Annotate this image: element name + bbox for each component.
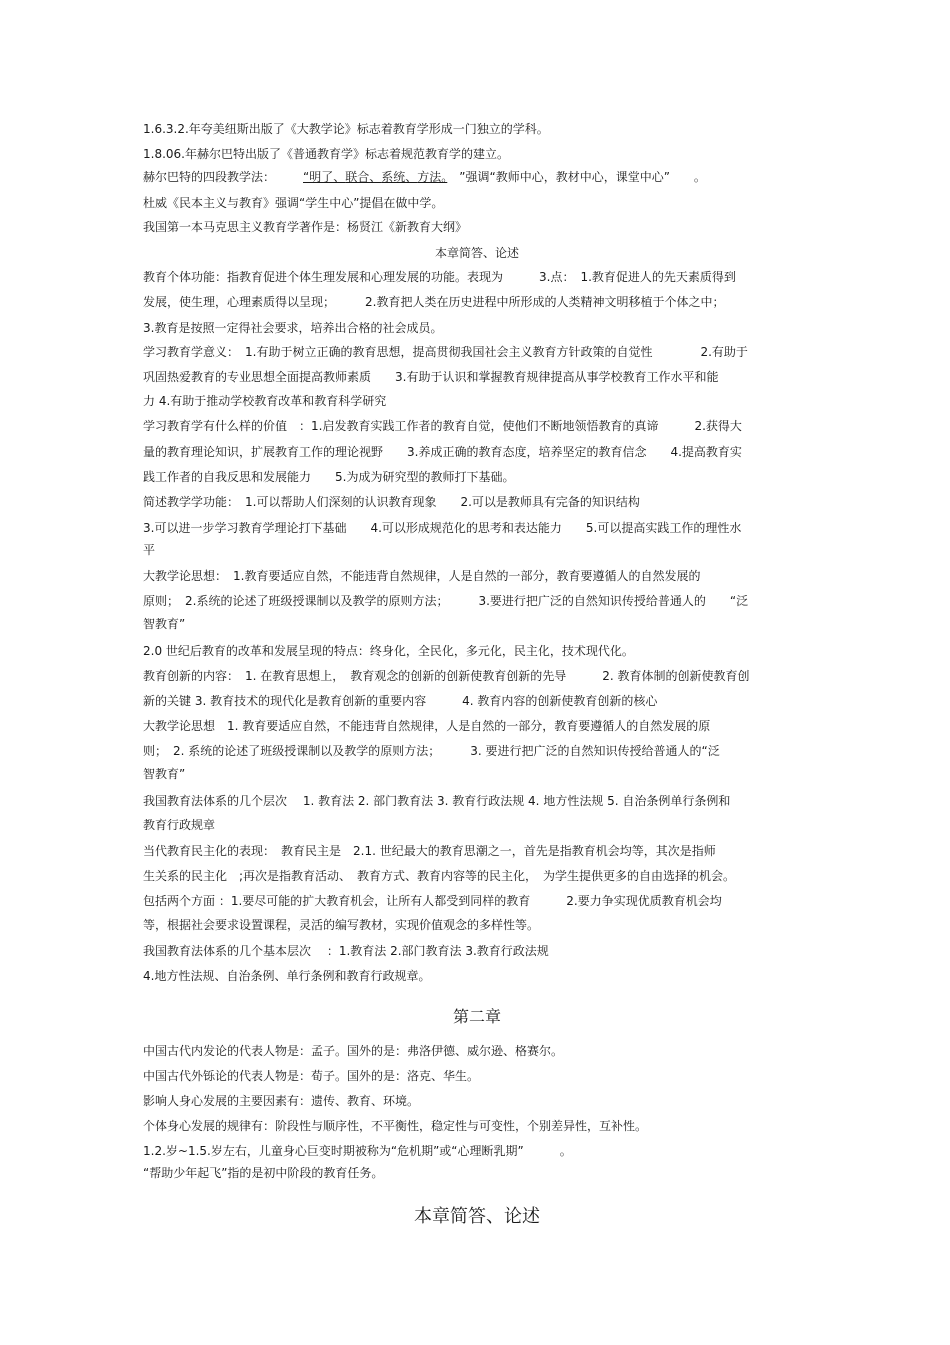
- text-line: 杜威《民本主义与教育》强调“学生中心”提倡在做中学。: [143, 196, 444, 210]
- text-line: 个体身心发展的规律有：阶段性与顺序性，不平衡性，稳定性与可变性，个别差异性，互补性。: [143, 1119, 648, 1133]
- section-heading: 本章简答、论述: [434, 246, 519, 260]
- text-line: 1.2.岁~1.5.岁左右，儿童身心巨变时期被称为“危机期”或“心理断乳期” 。: [143, 1144, 572, 1158]
- text-line: 影响人身心发展的主要因素有：遗传、教育、环境。: [143, 1094, 420, 1108]
- text-line: 原则； 2.系统的论述了班级授课制以及教学的原则方法； 3.要进行把广泛的自然知识传授给普通人的 “泛: [143, 594, 749, 608]
- herbart-step: 方法。: [417, 170, 448, 184]
- text-line: 当代教育民主化的表现： 教育民主是 2.1. 世纪最大的教育思潮之一，首先是指教育机会均等，其次是指师: [143, 844, 716, 858]
- text-line: 教育创新的内容： 1. 在教育思想上， 教育观念的创新的创新使教育创新的先导 2. 教育体制的创新使教育创: [143, 669, 750, 683]
- text-line: 量的教育理论知识，扩展教育工作的理论视野 3.养成正确的教育态度，培养坚定的教育信念 4.提高教育实: [143, 445, 742, 459]
- text-line: 大教学论思想 1. 教育要适应自然，不能违背自然规律，人是自然的一部分，教育要遵循人的自然发展的原: [143, 719, 711, 733]
- text-line: 2.0 世纪后教育的改革和发展呈现的特点：终身化，全民化，多元化，民主化，技术现代化。: [143, 644, 634, 658]
- herbart-suffix: ”强调“教师中心，教材中心，课堂中心” 。: [447, 170, 706, 184]
- text-line: 中国古代外铄论的代表人物是：荀子。国外的是：洛克、华生。: [143, 1069, 480, 1083]
- herbart-step: 系统、: [381, 170, 418, 184]
- text-line: 1.6.3.2.年夸美纽斯出版了《大教学论》标志着教育学形成一门独立的学科。: [143, 122, 549, 136]
- text-line: 3.教育是按照一定得社会要求，培养出合格的社会成员。: [143, 321, 443, 335]
- text-line: 生关系的民主化 ;再次是指教育活动、 教育方式、教育内容等的民主化， 为学生提供更多的自由选择的机会。: [143, 869, 736, 883]
- text-line: 我国教育法体系的几个层次 1. 教育法 2. 部门教育法 3. 教育行政法规 4. 地方性法规 5. 自治条例单行条例和: [143, 794, 731, 808]
- text-line: 3.可以进一步学习教育学理论打下基础 4.可以形成规范化的思考和表达能力 5.可以提高实践工作的理性水: [143, 521, 742, 535]
- text-line: 简述教学学功能： 1.可以帮助人们深刻的认识教育现象 2.可以是教师具有完备的知识结构: [143, 495, 640, 509]
- text-line: 智教育”: [143, 767, 186, 781]
- text-line: 平: [143, 543, 156, 557]
- herbart-step: 联合、: [345, 170, 382, 184]
- herbart-prefix: 赫尔巴特的四段教学法：: [143, 170, 276, 184]
- text-line: 力 4.有助于推动学校教育改革和教育科学研究: [143, 394, 387, 408]
- text-line: 学习教育学有什么样的价值 ：1.启发教育实践工作者的教育自觉，使他们不断地领悟教育的真谛 2.获得大: [143, 419, 742, 433]
- herbart-line: [143, 169, 811, 185]
- section-heading: 本章简答、论述: [414, 1206, 540, 1227]
- text-line: 1.8.06.年赫尔巴特出版了《普通教育学》标志着规范教育学的建立。: [143, 147, 509, 161]
- text-line: 教育个体功能：指教育促进个体生理发展和心理发展的功能。表现为 3.点： 1.教育促进人的先天素质得到: [143, 270, 736, 284]
- text-line: “帮助少年起飞”指的是初中阶段的教育任务。: [143, 1166, 384, 1180]
- text-line: 大教学论思想： 1.教育要适应自然，不能违背自然规律，人是自然的一部分，教育要遵循人的自然发展的: [143, 569, 701, 583]
- text-line: 中国古代内发论的代表人物是：孟子。国外的是：弗洛伊德、威尔逊、格赛尔。: [143, 1044, 564, 1058]
- text-line: 发展，使生理，心理素质得以呈现； 2.教育把人类在历史进程中所形成的人类精神文明移植于个体之中；: [143, 295, 725, 309]
- text-line: 则； 2. 系统的论述了班级授课制以及教学的原则方法； 3. 要进行把广泛的自然知识传授给普通人的“泛: [143, 744, 720, 758]
- text-line: 智教育”: [143, 617, 186, 631]
- herbart-step: “明了、: [303, 170, 346, 184]
- text-line: 教育行政规章: [143, 818, 216, 832]
- text-line: 新的关键 3. 教育技术的现代化是教育创新的重要内容 4. 教育内容的创新使教育创新的核心: [143, 694, 658, 708]
- text-line: 践工作者的自我反思和发展能力 5.为成为研究型的教师打下基础。: [143, 470, 515, 484]
- text-line: 等，根据社会要求设置课程，灵活的编写教材，实现价值观念的多样性等。: [143, 918, 540, 932]
- text-line: 包括两个方面 ：1.要尽可能的扩大教育机会，让所有人都受到同样的教育 2.要力争实现优质教育机会均: [143, 894, 722, 908]
- text-line: 4.地方性法规、自治条例、单行条例和教育行政规章。: [143, 969, 431, 983]
- text-line: 我国教育法体系的几个基本层次 ：1.教育法 2.部门教育法 3.教育行政法规: [143, 944, 549, 958]
- text-line: 我国第一本马克思主义教育学著作是：杨贤江《新教育大纲》: [143, 220, 468, 234]
- chapter-title: 第二章: [452, 1007, 501, 1026]
- text-line: 巩固热爱教育的专业思想全面提高教师素质 3.有助于认识和掌握教育规律提高从事学校教育工作水平和能: [143, 370, 719, 384]
- text-line: 学习教育学意义： 1.有助于树立正确的教育思想，提高贯彻我国社会主义教育方针政策的自觉性 2.有助于: [143, 345, 748, 359]
